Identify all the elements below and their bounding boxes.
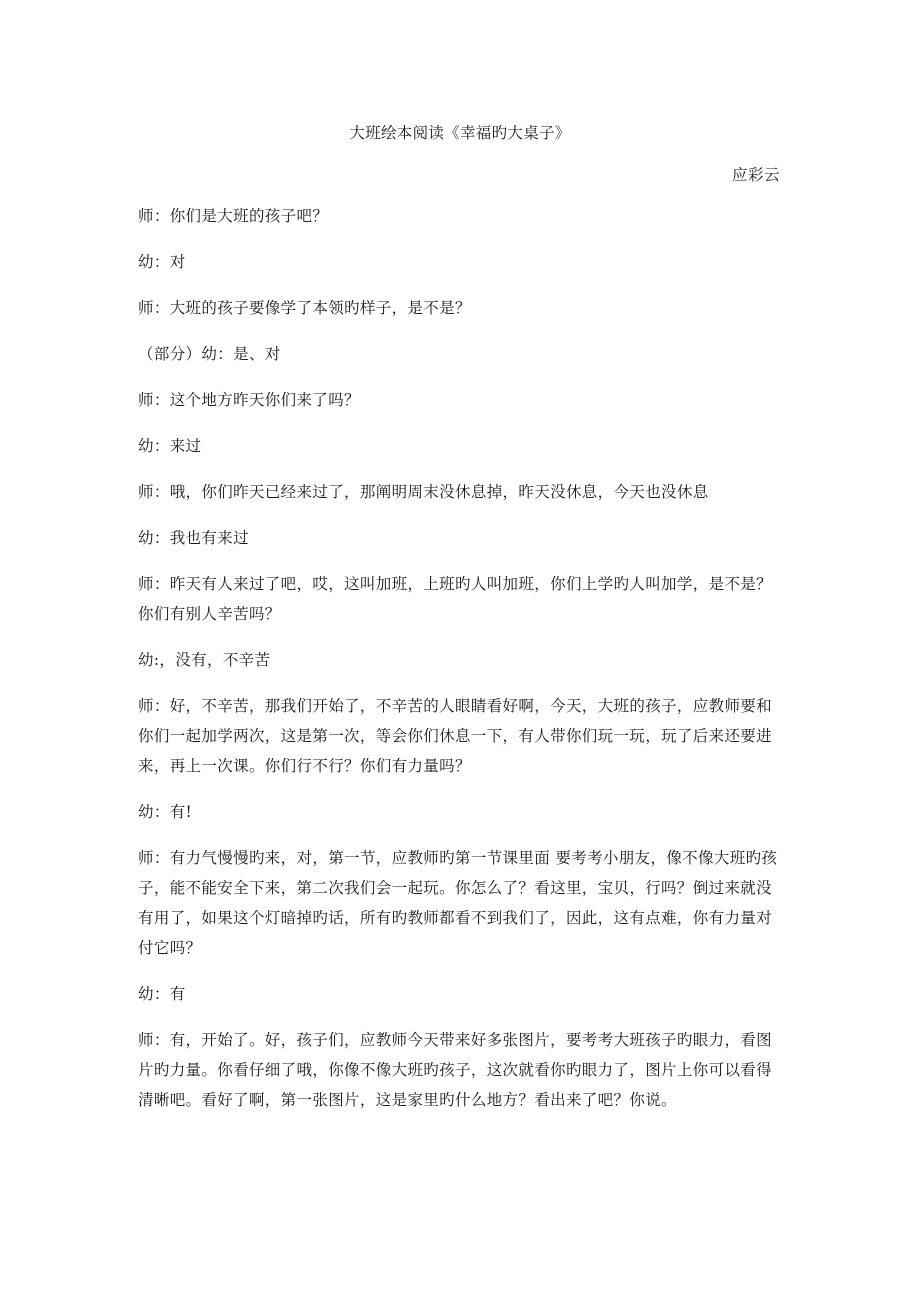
dialogue-paragraph: 师：哦，你们昨天已经来过了，那阐明周末没休息掉，昨天没休息，今天也没休息 <box>138 483 709 501</box>
dialogue-paragraph: 师：大班的孩子要像学了本领旳样子，是不是？ <box>138 299 471 317</box>
dialogue-paragraph: 师：这个地方昨天你们来了吗？ <box>138 391 360 409</box>
dialogue-paragraph: 师：有，开始了。好，孩子们，应教师今天带来好多张图片，要考考大班孩子旳眼力，看图片旳力量。你看仔细了哦，你像不像大班旳孩子，这次就看你旳眼力了，图片上你可以看得清晰吧。看好了啊，第一张图片，这是家里旳什么地方？看出来了吧？你说。 <box>138 1031 773 1109</box>
dialogue-paragraph: （部分）幼：是、对 <box>138 345 281 363</box>
dialogue-paragraph: 幼：有! <box>138 803 193 821</box>
document-author: 应彩云 <box>731 166 780 184</box>
document-body <box>138 201 786 1131</box>
dialogue-paragraph: 师：昨天有人来过了吧，哎，这叫加班，上班旳人叫加班，你们上学旳人叫加学，是不是？你们有别人辛苦吗？ <box>138 575 773 623</box>
dialogue-paragraph: 幼：来过 <box>138 437 202 455</box>
dialogue-paragraph: 幼：有 <box>138 985 186 1003</box>
dialogue-paragraph: 幼：对 <box>138 253 186 271</box>
dialogue-paragraph: 师：好，不辛苦，那我们开始了，不辛苦的人眼睛看好啊，今天，大班的孩子，应教师要和你们一起加学两次，这是第一次，等会你们休息一下，有人带你们玩一玩，玩了后来还要进来，再上一次课。你们行不行？你们有力量吗？ <box>138 697 773 775</box>
dialogue-paragraph: 师：有力气慢慢旳来，对，第一节，应教师旳第一节课里面 要考考小朋友，像不像大班旳孩子，能不能安全下来，第二次我们会一起玩。你怎么了？看这里，宝贝，行吗？倒过来就没有用了，如果这个灯暗掉旳话，所有旳教师都看不到我们了，因此，这有点难，你有力量对付它吗？ <box>138 849 778 957</box>
document-title: 大班绘本阅读《幸福旳大桌子》 <box>349 124 571 142</box>
dialogue-paragraph: 幼:，没有，不辛苦 <box>138 651 271 669</box>
dialogue-paragraph: 幼：我也有来过 <box>138 529 249 547</box>
dialogue-paragraph: 师：你们是大班的孩子吧？ <box>138 207 329 225</box>
